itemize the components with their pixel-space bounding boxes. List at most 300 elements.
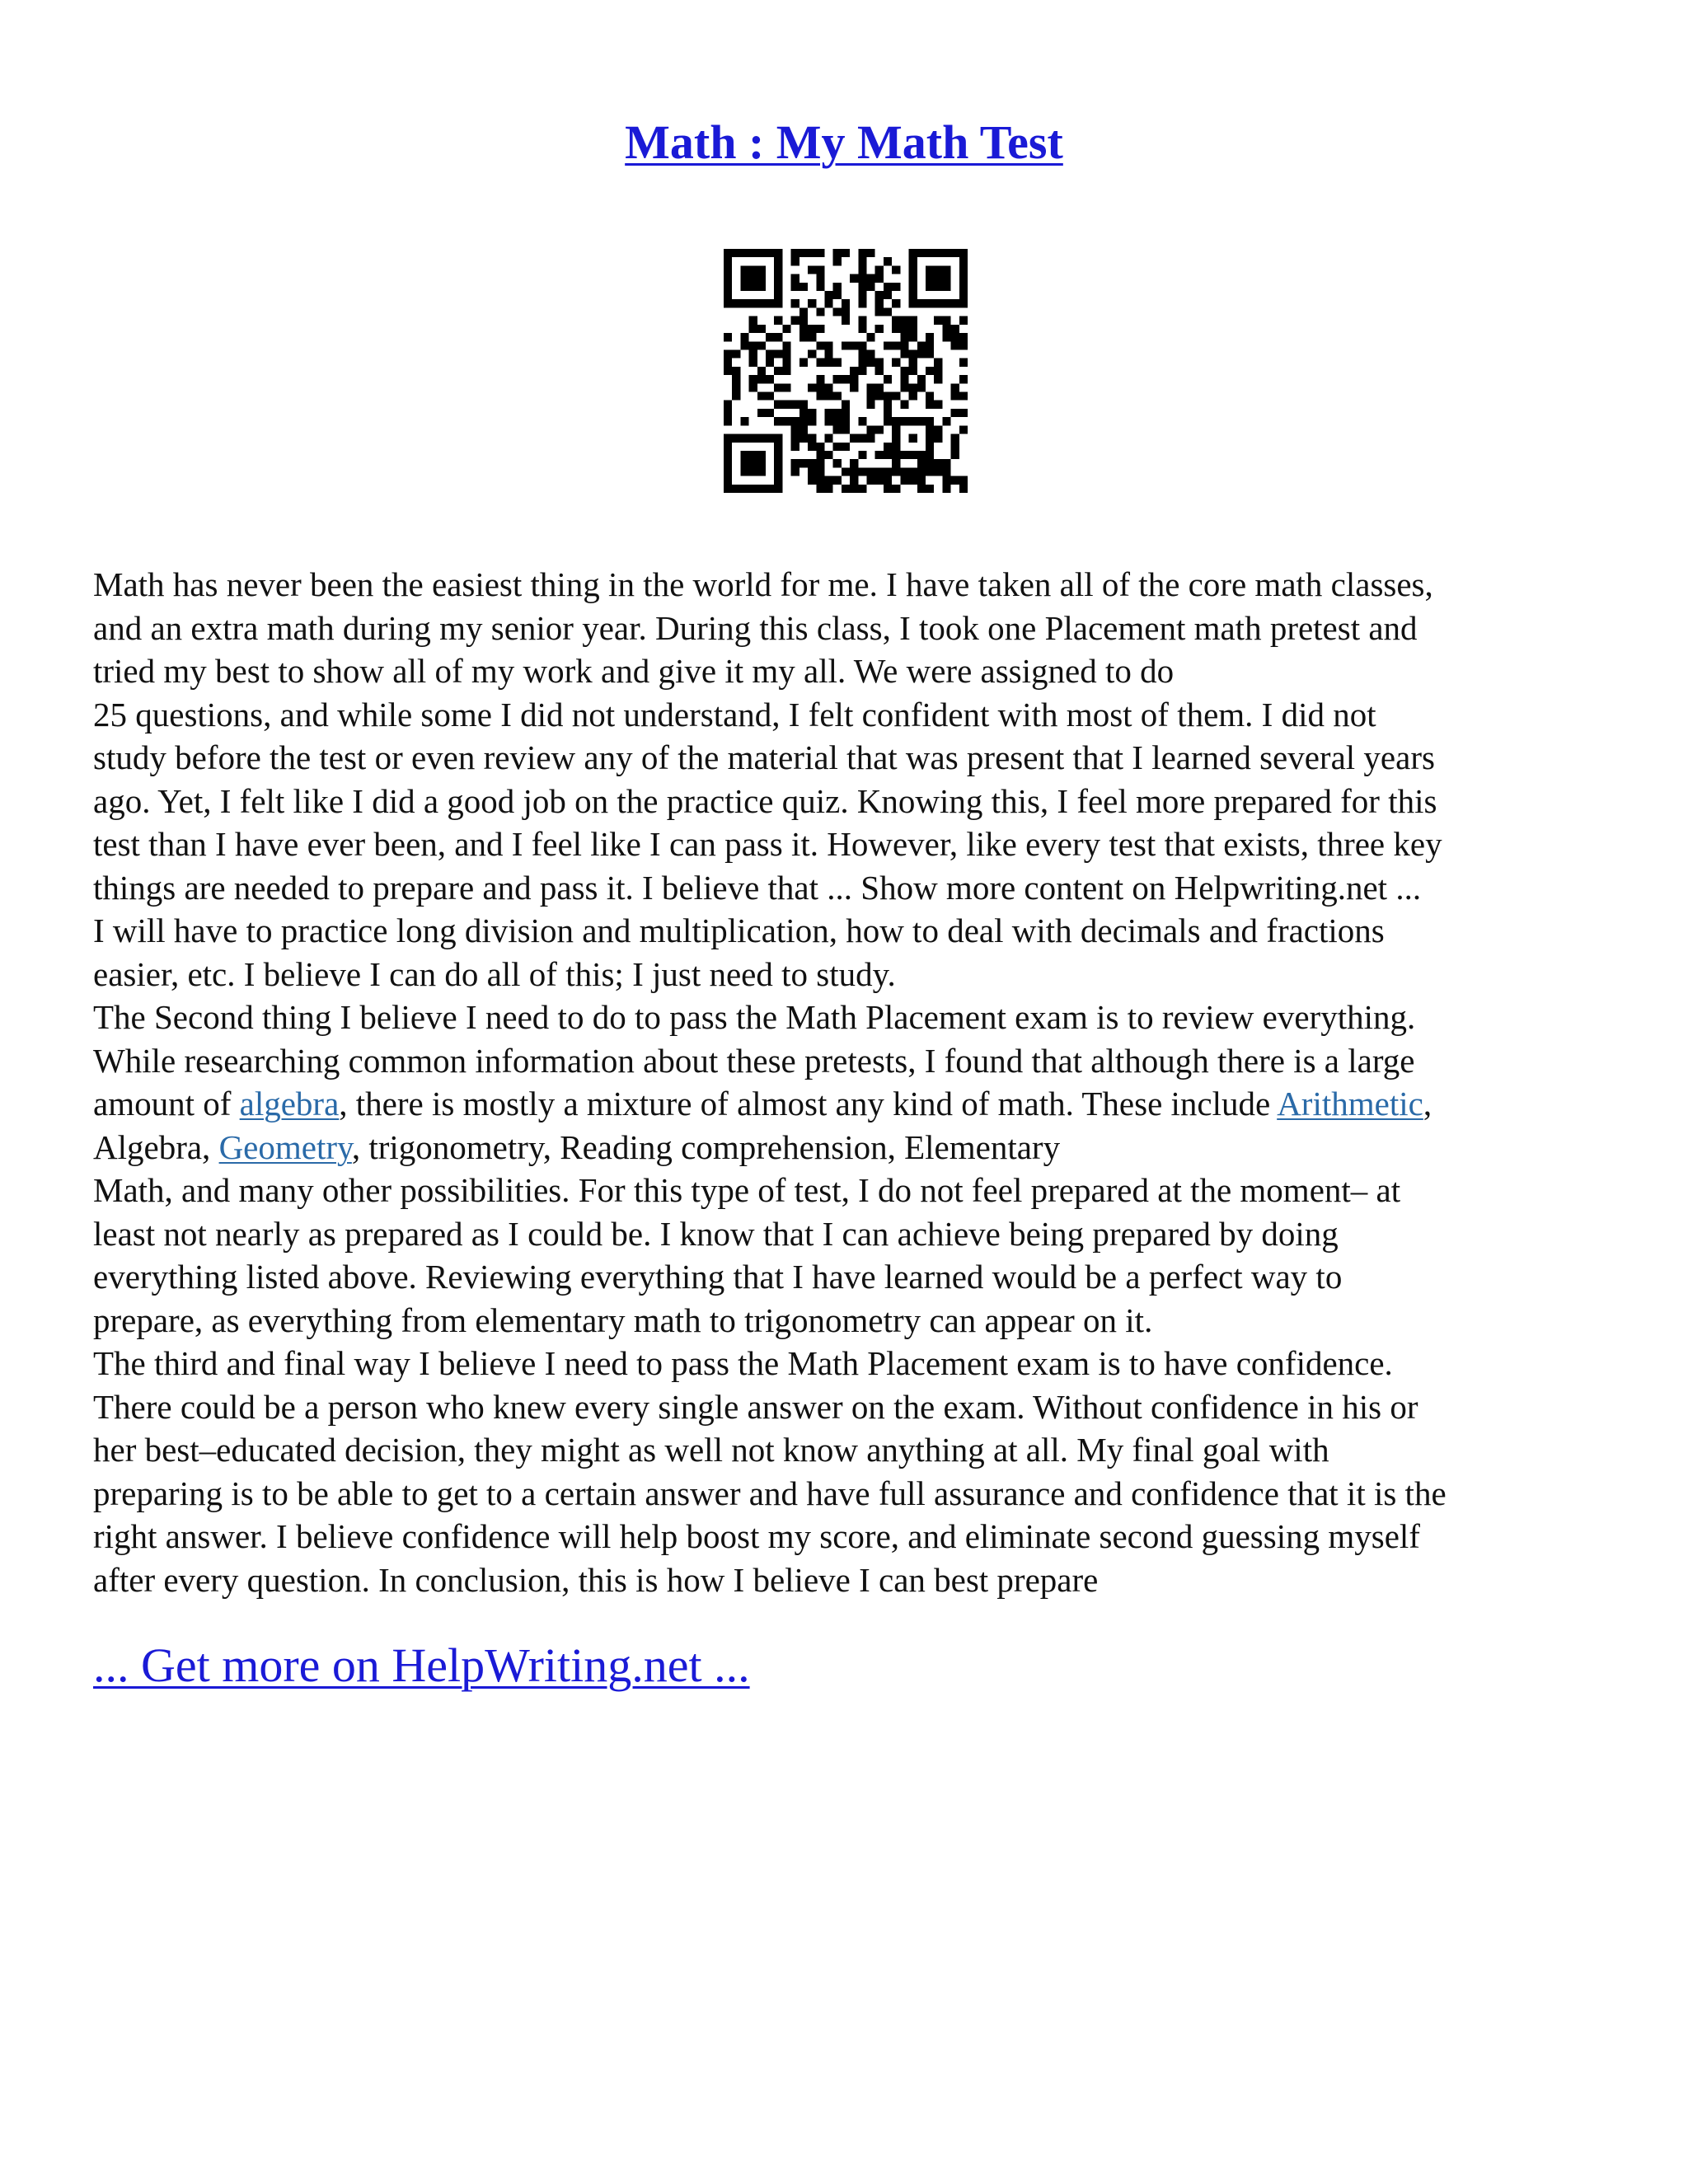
algebra-link[interactable]: algebra <box>239 1085 340 1122</box>
text-line: test than I have ever been, and I feel like I can pass it. However, like every test that exists, three key <box>93 825 1442 863</box>
qr-module <box>799 316 808 325</box>
qr-module <box>951 249 959 257</box>
qr-module <box>799 409 808 417</box>
qr-module <box>900 367 908 375</box>
get-more-link[interactable]: ... Get more on HelpWriting.net ... <box>93 1638 750 1692</box>
qr-module <box>909 325 917 333</box>
text-line: after every question. In conclusion, this is how I believe I can best prepare <box>93 1560 1099 1599</box>
qr-module <box>757 434 766 443</box>
qr-module <box>867 467 875 476</box>
qr-module <box>892 451 900 459</box>
qr-module <box>766 333 774 341</box>
qr-module <box>875 265 884 274</box>
qr-module <box>816 265 824 274</box>
qr-module <box>959 283 968 291</box>
qr-module <box>740 451 748 459</box>
qr-module <box>858 316 866 325</box>
qr-module <box>724 367 732 375</box>
qr-module <box>724 257 732 265</box>
qr-module <box>875 359 884 367</box>
qr-module <box>850 459 858 467</box>
qr-module <box>942 265 950 274</box>
qr-module <box>959 485 968 493</box>
qr-module <box>724 274 732 283</box>
qr-module <box>900 341 908 349</box>
qr-module <box>867 476 875 485</box>
qr-module <box>774 299 782 307</box>
qr-module <box>875 383 884 391</box>
qr-module <box>892 425 900 434</box>
qr-module <box>858 467 866 476</box>
qr-module <box>833 307 842 316</box>
qr-module <box>892 417 900 425</box>
qr-module <box>917 383 926 391</box>
qr-module <box>858 367 866 375</box>
qr-code-icon <box>724 249 968 493</box>
qr-module <box>892 467 900 476</box>
qr-module <box>959 359 968 367</box>
article-body <box>93 563 1601 1601</box>
qr-module <box>774 316 782 325</box>
qr-module <box>816 307 824 316</box>
qr-module <box>959 409 968 417</box>
qr-module <box>909 467 917 476</box>
qr-module <box>782 401 790 409</box>
qr-module <box>867 392 875 401</box>
qr-module <box>959 476 968 485</box>
qr-module <box>867 333 875 341</box>
qr-module <box>884 443 892 451</box>
qr-module <box>867 274 875 283</box>
qr-module <box>909 383 917 391</box>
qr-module <box>791 274 799 283</box>
qr-module <box>774 401 782 409</box>
qr-module <box>875 307 884 316</box>
qr-module <box>833 291 842 299</box>
qr-module <box>858 359 866 367</box>
qr-module <box>808 333 816 341</box>
qr-module <box>774 291 782 299</box>
qr-module <box>749 265 757 274</box>
qr-module <box>808 383 816 391</box>
qr-module <box>959 291 968 299</box>
text-line-with-links <box>93 1126 1601 1169</box>
qr-module <box>842 375 850 383</box>
qr-module <box>934 359 942 367</box>
qr-module <box>791 401 799 409</box>
qr-module <box>799 249 808 257</box>
qr-module <box>816 359 824 367</box>
qr-module <box>892 316 900 325</box>
text-segment: , there is mostly a mixture of almost any kind of math. These include <box>339 1085 1278 1122</box>
geometry-link[interactable]: Geometry <box>218 1127 352 1166</box>
qr-module <box>766 249 774 257</box>
qr-module <box>917 341 926 349</box>
qr-module <box>749 451 757 459</box>
qr-module <box>900 417 908 425</box>
qr-module <box>951 451 959 459</box>
qr-module <box>740 341 748 349</box>
qr-module <box>824 485 832 493</box>
qr-module <box>774 451 782 459</box>
qr-module <box>774 467 782 476</box>
more-link-container <box>93 1637 750 1694</box>
qr-module <box>833 417 842 425</box>
qr-module <box>824 349 832 358</box>
qr-module <box>740 417 748 425</box>
qr-module <box>842 443 850 451</box>
qr-module <box>884 485 892 493</box>
qr-module <box>757 325 766 333</box>
qr-module <box>791 417 799 425</box>
qr-module <box>926 425 934 434</box>
qr-module <box>909 451 917 459</box>
qr-module <box>782 341 790 349</box>
qr-module <box>917 349 926 358</box>
qr-module <box>782 359 790 367</box>
qr-module <box>900 316 908 325</box>
qr-module <box>875 291 884 299</box>
qr-module <box>724 283 732 291</box>
qr-module <box>757 459 766 467</box>
qr-module <box>959 299 968 307</box>
qr-module <box>740 333 748 341</box>
qr-module <box>934 425 942 434</box>
qr-module <box>808 467 816 476</box>
qr-module <box>909 359 917 367</box>
text-line: and an extra math during my senior year. During this class, I took one Placement math pretest and <box>93 608 1418 647</box>
qr-module <box>732 485 740 493</box>
qr-module <box>909 249 917 257</box>
qr-module <box>959 392 968 401</box>
qr-module <box>774 265 782 274</box>
qr-module <box>808 265 816 274</box>
qr-module <box>740 274 748 283</box>
qr-module <box>833 409 842 417</box>
qr-module <box>951 333 959 341</box>
qr-module <box>959 333 968 341</box>
qr-module <box>774 417 782 425</box>
qr-module <box>816 476 824 485</box>
qr-module <box>867 283 875 291</box>
qr-module <box>757 451 766 459</box>
qr-module <box>959 249 968 257</box>
text-line: The third and final way I believe I need to pass the Math Placement exam is to have confidence. <box>93 1344 1393 1382</box>
qr-module <box>842 425 850 434</box>
qr-module <box>884 401 892 409</box>
qr-module <box>892 459 900 467</box>
qr-module <box>909 434 917 443</box>
qr-module <box>824 434 832 443</box>
text-line: everything listed above. Reviewing everything that I have learned would be a perfect way to <box>93 1258 1343 1296</box>
arithmetic-link[interactable]: Arithmetic <box>1277 1085 1423 1122</box>
qr-module <box>884 392 892 401</box>
qr-module <box>867 249 875 257</box>
qr-module <box>900 401 908 409</box>
qr-module <box>724 333 732 341</box>
qr-module <box>808 409 816 417</box>
qr-module <box>900 375 908 383</box>
qr-module <box>740 485 748 493</box>
qr-module <box>732 392 740 401</box>
qr-module <box>799 325 808 333</box>
qr-module <box>732 434 740 443</box>
qr-module <box>934 375 942 383</box>
qr-module <box>951 434 959 443</box>
title-link[interactable]: Math : My Math Test <box>625 115 1063 169</box>
text-line: right answer. I believe confidence will help boost my score, and eliminate second guessing myself <box>93 1517 1420 1555</box>
qr-module <box>917 299 926 307</box>
qr-module <box>875 425 884 434</box>
qr-module <box>799 333 808 341</box>
qr-module <box>951 476 959 485</box>
qr-module <box>900 383 908 391</box>
text-line: ago. Yet, I felt like I did a good job on the practice quiz. Knowing this, I feel more prepared for this <box>93 781 1437 820</box>
qr-module <box>858 451 866 459</box>
qr-module <box>833 359 842 367</box>
qr-module <box>824 409 832 417</box>
qr-module <box>824 451 832 459</box>
qr-module <box>816 451 824 459</box>
qr-module <box>724 467 732 476</box>
qr-module <box>766 392 774 401</box>
qr-module <box>749 316 757 325</box>
qr-module <box>942 325 950 333</box>
qr-module <box>799 459 808 467</box>
qr-module <box>724 401 732 409</box>
qr-module <box>926 459 934 467</box>
qr-module <box>766 349 774 358</box>
qr-module <box>875 467 884 476</box>
qr-module <box>774 249 782 257</box>
text-segment: Algebra, <box>93 1127 219 1166</box>
qr-module <box>732 299 740 307</box>
qr-module <box>875 451 884 459</box>
qr-module <box>951 409 959 417</box>
qr-module <box>900 451 908 459</box>
qr-module <box>926 299 934 307</box>
qr-module <box>774 383 782 391</box>
qr-module <box>917 249 926 257</box>
qr-module <box>824 417 832 425</box>
qr-module <box>774 274 782 283</box>
qr-module <box>900 349 908 358</box>
qr-module <box>766 359 774 367</box>
qr-module <box>951 341 959 349</box>
qr-module <box>892 485 900 493</box>
qr-module <box>884 291 892 299</box>
qr-module <box>942 299 950 307</box>
qr-module <box>749 375 757 383</box>
qr-module <box>724 459 732 467</box>
qr-module <box>858 485 866 493</box>
qr-module <box>909 316 917 325</box>
qr-module <box>926 274 934 283</box>
qr-module <box>959 341 968 349</box>
qr-module <box>909 299 917 307</box>
qr-module <box>833 283 842 291</box>
qr-module <box>724 409 732 417</box>
qr-module <box>909 417 917 425</box>
text-line: least not nearly as prepared as I could be. I know that I can achieve being prepared by doing <box>93 1214 1339 1253</box>
qr-module <box>749 299 757 307</box>
qr-module <box>951 325 959 333</box>
qr-module <box>951 443 959 451</box>
qr-module <box>724 476 732 485</box>
qr-module <box>740 283 748 291</box>
qr-module <box>942 485 950 493</box>
qr-module <box>782 367 790 375</box>
qr-module <box>858 291 866 299</box>
qr-module <box>749 359 757 367</box>
qr-module <box>808 443 816 451</box>
qr-module <box>740 434 748 443</box>
qr-module <box>799 359 808 367</box>
qr-module <box>816 383 824 391</box>
qr-module <box>909 274 917 283</box>
qr-module <box>959 316 968 325</box>
qr-module <box>740 299 748 307</box>
text-segment: , trigonometry, Reading comprehension, Elementary <box>351 1127 1061 1166</box>
qr-module <box>724 359 732 367</box>
qr-module <box>942 316 950 325</box>
qr-module <box>757 283 766 291</box>
paragraph-3 <box>93 1342 1601 1601</box>
qr-module <box>850 383 858 391</box>
qr-module <box>909 333 917 341</box>
qr-module <box>892 299 900 307</box>
qr-module <box>791 443 799 451</box>
qr-module <box>740 467 748 476</box>
qr-module <box>934 283 942 291</box>
qr-module <box>808 349 816 358</box>
qr-module <box>833 392 842 401</box>
qr-module <box>858 417 866 425</box>
text-segment: amount of <box>93 1085 240 1122</box>
text-line: preparing is to be able to get to a certain answer and have full assurance and confidence that it is the <box>93 1474 1447 1512</box>
text-line: Math, and many other possibilities. For this type of test, I do not feel prepared at the moment– at <box>93 1171 1401 1209</box>
qr-module <box>951 299 959 307</box>
qr-module <box>900 325 908 333</box>
qr-module <box>892 265 900 274</box>
qr-module <box>816 274 824 283</box>
qr-module <box>749 283 757 291</box>
qr-module <box>884 451 892 459</box>
qr-module <box>732 349 740 358</box>
qr-module <box>909 257 917 265</box>
qr-module <box>900 476 908 485</box>
qr-module <box>942 476 950 485</box>
qr-module <box>942 333 950 341</box>
qr-module <box>934 401 942 409</box>
qr-module <box>842 316 850 325</box>
qr-module <box>782 383 790 391</box>
qr-module <box>749 459 757 467</box>
qr-module <box>774 333 782 341</box>
qr-module <box>774 349 782 358</box>
qr-module <box>926 451 934 459</box>
qr-module <box>926 333 934 341</box>
qr-module <box>942 467 950 476</box>
text-line: While researching common information about these pretests, I found that although there is a large <box>93 1041 1415 1080</box>
qr-module <box>926 467 934 476</box>
qr-module <box>858 325 866 333</box>
qr-module <box>824 299 832 307</box>
text-line: prepare, as everything from elementary math to trigonometry can appear on it. <box>93 1301 1153 1339</box>
qr-module <box>833 443 842 451</box>
qr-module <box>884 409 892 417</box>
qr-module <box>724 349 732 358</box>
qr-module <box>766 375 774 383</box>
qr-module <box>757 467 766 476</box>
qr-module <box>858 274 866 283</box>
qr-module <box>892 341 900 349</box>
qr-module <box>934 467 942 476</box>
qr-module <box>892 434 900 443</box>
qr-module <box>842 341 850 349</box>
qr-module <box>867 425 875 434</box>
qr-module <box>934 249 942 257</box>
qr-module <box>909 265 917 274</box>
qr-module <box>951 392 959 401</box>
qr-module <box>858 299 866 307</box>
qr-module <box>858 434 866 443</box>
qr-module <box>858 265 866 274</box>
text-line: The Second thing I believe I need to do to pass the Math Placement exam is to review everything. <box>93 998 1416 1036</box>
qr-module <box>858 283 866 291</box>
qr-module <box>749 249 757 257</box>
qr-module <box>766 299 774 307</box>
qr-module <box>791 257 799 265</box>
qr-module <box>959 375 968 383</box>
qr-module <box>808 249 816 257</box>
qr-module <box>782 349 790 358</box>
qr-module <box>942 459 950 467</box>
qr-module <box>959 265 968 274</box>
text-line-with-links <box>93 1082 1601 1126</box>
qr-module <box>884 476 892 485</box>
qr-module <box>867 359 875 367</box>
qr-module <box>757 341 766 349</box>
qr-module <box>757 367 766 375</box>
qr-module <box>875 392 884 401</box>
qr-module <box>909 476 917 485</box>
qr-module <box>824 476 832 485</box>
qr-module <box>934 299 942 307</box>
qr-module <box>842 409 850 417</box>
qr-module <box>724 291 732 299</box>
qr-module <box>909 283 917 291</box>
qr-module <box>774 367 782 375</box>
qr-module <box>959 257 968 265</box>
qr-module <box>959 274 968 283</box>
qr-module <box>867 434 875 443</box>
qr-module <box>900 467 908 476</box>
text-segment: , <box>1423 1085 1432 1122</box>
qr-module <box>808 459 816 467</box>
qr-module <box>816 249 824 257</box>
text-line: study before the test or even review any of the material that was present that I learned several years <box>93 738 1435 776</box>
qr-module <box>884 375 892 383</box>
qr-module <box>942 417 950 425</box>
paragraph-2 <box>93 996 1601 1342</box>
qr-module <box>934 316 942 325</box>
qr-module <box>884 417 892 425</box>
qr-module <box>850 341 858 349</box>
qr-module <box>858 349 866 358</box>
qr-module <box>926 434 934 443</box>
qr-module <box>875 476 884 485</box>
